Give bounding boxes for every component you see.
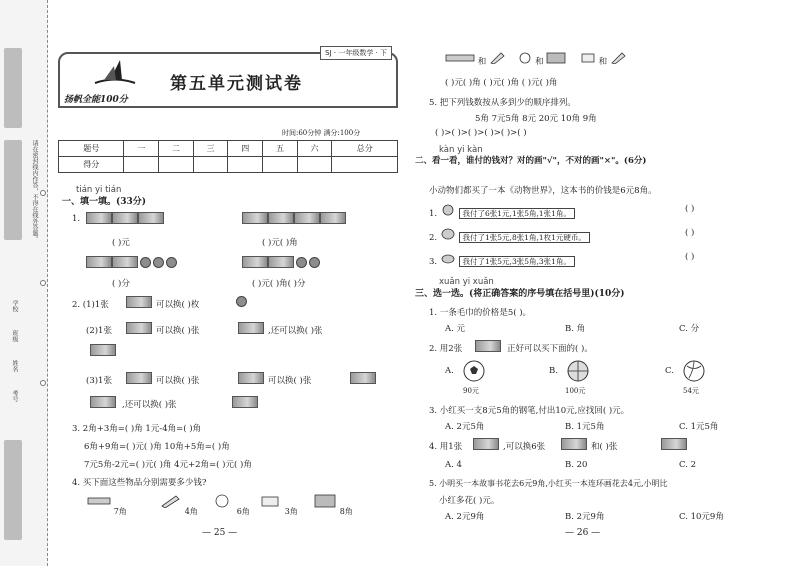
punch-hole [40, 190, 46, 196]
binding-strip [0, 0, 48, 566]
table-cell: 三 [193, 141, 228, 157]
table-cell: 二 [159, 141, 194, 157]
binding-block [4, 140, 22, 240]
item-ball [210, 494, 250, 517]
mouse-icon [440, 252, 456, 264]
binding-block [4, 48, 22, 128]
basketball-icon [567, 360, 589, 382]
ball-icon [518, 52, 532, 64]
score-input-cell[interactable] [228, 157, 263, 173]
q2-2-a: (2)1张 [86, 326, 112, 336]
q5-values: 5角 7元5角 8元 20元 10角 9角 [475, 114, 597, 124]
pencil-icon [610, 52, 626, 64]
time-and-score: 时间:60分钟 满分:100分 [282, 129, 361, 137]
s3-opt-b[interactable]: B. 1元5角 [565, 422, 605, 432]
field-name: 姓名 [11, 360, 18, 372]
s2-price-a: 90元 [463, 387, 479, 395]
q5-prompt: 5. 把下列钱数按从多到少的顺序排列。 [429, 98, 576, 108]
s4-question-b: ,可以换6张 [503, 442, 546, 452]
q2-1-a: 2. (1)1张 [72, 300, 109, 310]
pay-bubble: 我付了6张1元,1张5角,1张1角。 [459, 208, 575, 219]
table-cell: 六 [297, 141, 332, 157]
check-blank[interactable]: ( ) [685, 204, 695, 214]
q1-money-b [242, 212, 346, 224]
q1-money-d [242, 256, 320, 268]
table-cell: 四 [228, 141, 263, 157]
q3-row1: 3. 2角+3角=( )角 1元-4角=( )角 [72, 424, 202, 434]
q2-3-note2 [238, 372, 264, 384]
q4-prompt: 4. 买下面这些物品分别需要多少钱? [72, 478, 207, 488]
title-header [58, 49, 398, 108]
q2-3-c: 可以换( )张 [268, 376, 312, 386]
q3-row2: 6角+9角=( )元( )角 10角+5角=( )角 [84, 442, 230, 452]
field-examno: 考号 [11, 390, 18, 402]
s3-opt-a[interactable]: A. 2元5角 [445, 422, 485, 432]
item-eraser [258, 494, 298, 517]
table-cell: 题号 [59, 141, 124, 157]
q2-1-note [126, 296, 152, 308]
table-row [59, 141, 398, 157]
sec3-pinyin: xuǎn yi xuǎn [439, 277, 494, 287]
score-input-cell[interactable] [124, 157, 159, 173]
table-cell: 五 [263, 141, 298, 157]
brand-text: 扬帆全能100分 [64, 95, 128, 105]
and-word: 和 [535, 57, 544, 67]
s4-note2 [561, 438, 587, 450]
ball-icon [210, 494, 234, 508]
price-label: 6角 [236, 507, 250, 516]
q2-3-a: (3)1张 [86, 376, 112, 386]
s4-opt-a[interactable]: A. 4 [445, 460, 462, 470]
pencil-icon [158, 494, 182, 508]
calculator-icon [313, 494, 337, 508]
sailboat-logo [90, 58, 140, 88]
q2-3-note4 [90, 396, 116, 408]
s2-opt-b[interactable]: B. [549, 366, 558, 376]
q2-2-note2 [238, 322, 264, 334]
table-row [59, 157, 398, 173]
monkey-icon [440, 204, 456, 216]
s5-question-a: 5. 小明买一本故事书花去6元9角,小红买一本连环画花去4元,小明比 [429, 479, 668, 488]
volleyball-icon [683, 360, 705, 382]
s4-note3 [661, 438, 687, 450]
q5-blanks: ( )>( )>( )>( )>( )>( ) [435, 128, 527, 138]
q1-answer-b: ( )元( )角 [262, 238, 298, 248]
page-number: — 26 — [565, 528, 601, 538]
s2-question-b: 正好可以买下面的( )。 [507, 344, 593, 354]
calculator-icon [546, 52, 566, 64]
page-number: — 25 — [202, 528, 238, 538]
football-icon [463, 360, 485, 382]
s3-question: 3. 小红买一支8元5角的钢笔,付出10元,应找回( )元。 [429, 406, 630, 416]
price-label: 3角 [284, 507, 298, 516]
q2-2-note3 [90, 344, 116, 356]
pay-bubble: 我付了1张5元,3张5角,3张1角。 [459, 256, 575, 267]
s5-opt-a[interactable]: A. 2元9角 [445, 512, 485, 522]
table-cell: 一 [124, 141, 159, 157]
score-input-cell[interactable] [193, 157, 228, 173]
q2-3-note5 [232, 396, 258, 408]
binding-block [4, 440, 22, 540]
s2-opt-a[interactable]: A. [445, 366, 454, 376]
eraser-icon [258, 494, 282, 508]
series-badge: SJ · 一年级数学 · 下 [320, 46, 392, 60]
elephant-icon [440, 228, 456, 240]
s4-question-c: 和( )张 [591, 442, 618, 452]
s5-opt-c[interactable]: C. 10元9角 [679, 512, 724, 522]
q2-2-c: ,还可以换( )张 [268, 326, 323, 336]
s2-price-c: 54元 [683, 387, 699, 395]
check-blank[interactable]: ( ) [685, 228, 695, 238]
q1-answer-d: ( )元( )角( )分 [252, 279, 306, 289]
s1-question: 1. 一条毛巾的价格是5( )。 [429, 308, 532, 318]
q1-answer-c: ( )分 [112, 279, 130, 289]
price-label: 4角 [184, 507, 198, 516]
q2-3-note [126, 372, 152, 384]
binding-note: 请在密封线内作答，不得在线外答题。 [31, 140, 38, 242]
q2-1-coin [234, 296, 247, 307]
s5-opt-b[interactable]: B. 2元9角 [565, 512, 605, 522]
price-label: 7角 [113, 507, 127, 516]
q2-1-b: 可以换( )枚 [156, 300, 200, 310]
score-input-cell[interactable] [159, 157, 194, 173]
ruler-icon [87, 494, 111, 508]
check-blank[interactable]: ( ) [685, 252, 695, 262]
s4-note [473, 438, 499, 450]
q2-3-b: 可以换( )张 [156, 376, 200, 386]
table-cell: 得分 [59, 157, 124, 173]
page-26 [415, 0, 785, 566]
item-ruler [82, 494, 132, 517]
q1-money-a [86, 212, 164, 224]
table-cell: 总分 [332, 141, 398, 157]
ruler-icon [445, 52, 475, 64]
and-word: 和 [477, 57, 487, 67]
q1-answer-a: ( )元 [112, 238, 130, 248]
s2-note [475, 340, 501, 352]
pay-bubble: 我付了1张5元,8张1角,1枚1元硬币。 [459, 232, 590, 243]
s4-question-a: 4. 用1张 [429, 442, 463, 452]
sec2-title: 二、看一看，谁付的钱对？对的画"√"，不对的画"×"。(6分) [415, 156, 647, 166]
q1-label: 1. [72, 214, 81, 224]
compare-answers: ( )元( )角 ( )元( )角 ( )元( )角 [445, 78, 558, 88]
item-calculator [308, 494, 358, 517]
s5-question-b: 小红多花( )元。 [439, 496, 500, 506]
s2-question-a: 2. 用2张 [429, 344, 463, 354]
s3-opt-c[interactable]: C. 1元5角 [679, 422, 719, 432]
s4-opt-b[interactable]: B. 20 [565, 460, 588, 470]
page-title: 第五单元测试卷 [170, 74, 303, 94]
score-input-cell[interactable] [263, 157, 298, 173]
q2-2-note [126, 322, 152, 334]
q1-coins-c [86, 256, 177, 268]
pay-option-2: 2. 我付了1张5元,8张1角,1枚1元硬币。 [429, 228, 590, 243]
field-school: 学校 [11, 300, 18, 312]
s1-opt-b[interactable]: B. 角 [565, 324, 586, 334]
punch-hole [40, 380, 46, 386]
sec3-title: 三、选一选。(将正确答案的序号填在括号里)(10分) [415, 289, 625, 299]
q2-2-b: 可以换( )张 [156, 326, 200, 336]
s2-price-b: 100元 [565, 387, 586, 395]
q2-3-d: ,还可以换( )张 [122, 400, 177, 410]
s4-opt-c[interactable]: C. 2 [679, 460, 697, 470]
sec1-title: 一、填一填。(33分) [62, 197, 147, 207]
item-pencil [158, 494, 198, 517]
sec1-pinyin: tián yi tián [76, 185, 122, 195]
pay-option-3: 3. 我付了1张5元,3张5角,3张1角。 [429, 252, 575, 267]
price-label: 8角 [339, 507, 353, 516]
field-class: 班级 [11, 330, 18, 342]
score-input-cell[interactable] [297, 157, 332, 173]
s1-opt-c[interactable]: C. 分 [679, 324, 700, 334]
sec2-intro: 小动物们都买了一本《动物世界》，这本书的价钱是6元8角。 [429, 186, 657, 196]
pay-option-1: 1. 我付了6张1元,1张5角,1张1角。 [429, 204, 575, 219]
s2-opt-c[interactable]: C. [665, 366, 674, 376]
score-table [58, 140, 398, 173]
score-input-cell[interactable] [332, 157, 398, 173]
q3-row3: 7元5角-2元=( )元( )角 4元+2角=( )元( )角 [84, 460, 252, 470]
eraser-icon [580, 52, 596, 64]
sec2-pinyin: kàn yi kàn [439, 145, 483, 155]
and-word: 和 [598, 57, 608, 67]
q2-3-note3 [350, 372, 376, 384]
page-25 [52, 0, 402, 566]
pencil-icon [489, 52, 505, 64]
punch-hole [40, 280, 46, 286]
compare-items-row [445, 52, 626, 67]
s1-opt-a[interactable]: A. 元 [445, 324, 466, 334]
